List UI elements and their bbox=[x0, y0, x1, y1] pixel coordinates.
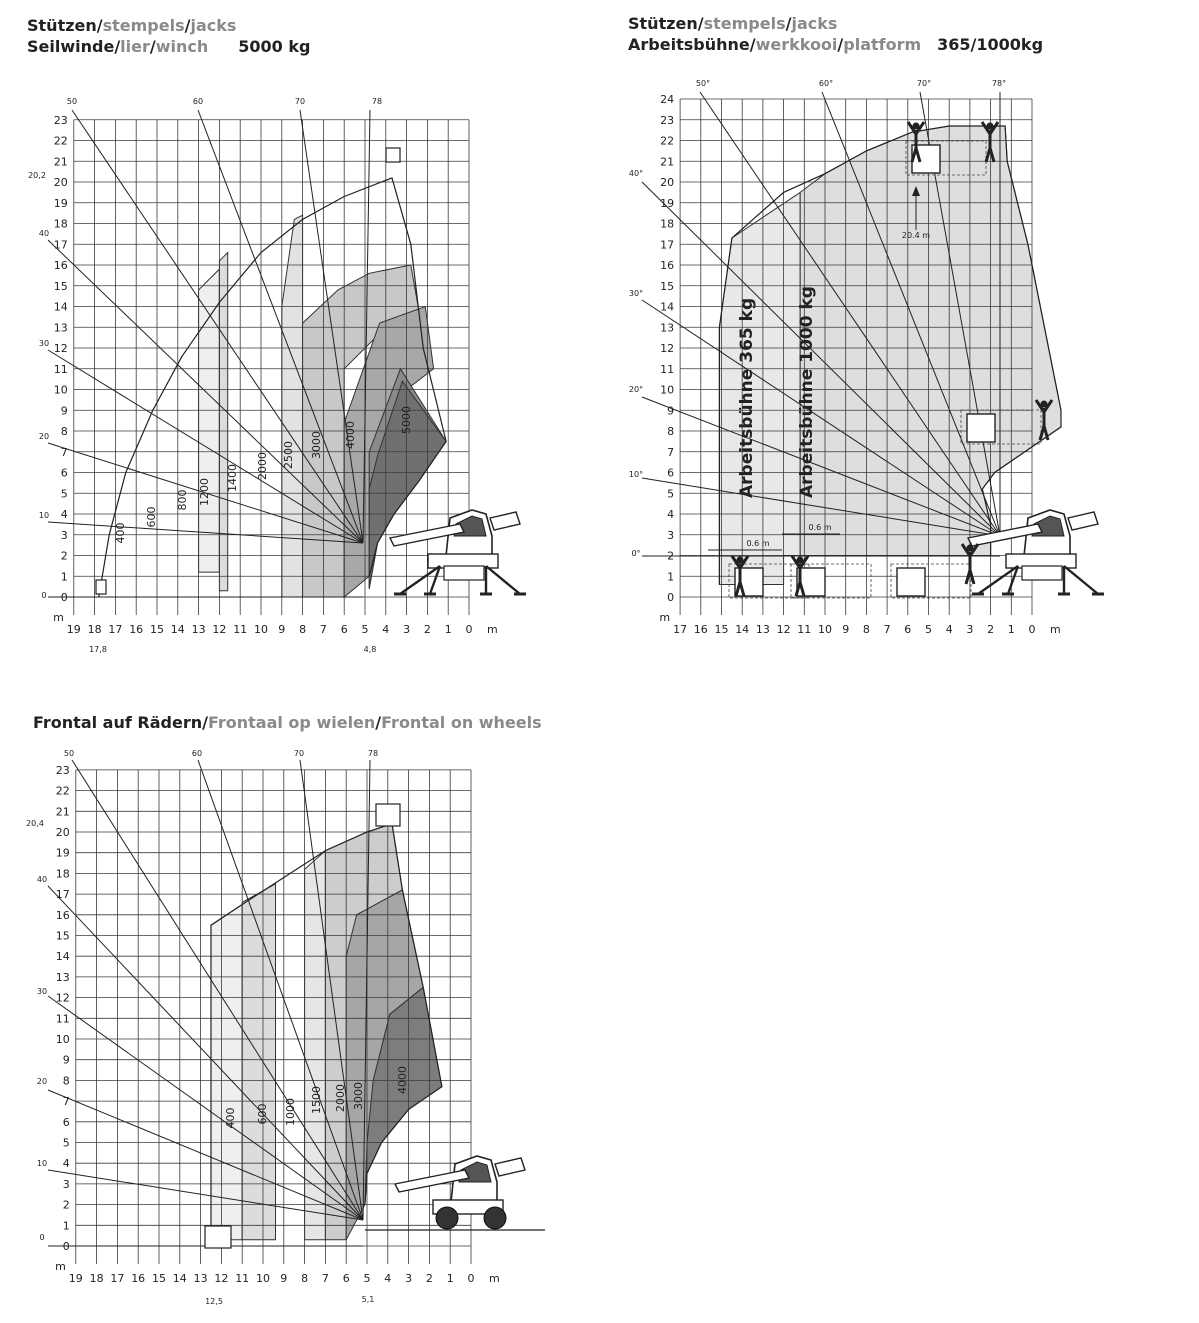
chart1-angle-label: 70 bbox=[294, 97, 306, 106]
chart1-x-tick: 4 bbox=[382, 623, 390, 636]
chart3-y-tick: 23 bbox=[55, 763, 70, 777]
chart2-x-tick: 10 bbox=[818, 623, 832, 636]
chart2-zone-label-365: Arbeitsbühne 365 kg bbox=[737, 297, 757, 498]
chart2-y-tick: 9 bbox=[667, 404, 675, 418]
chart1-y-tick: 18 bbox=[53, 217, 68, 231]
chart1-x-unit: m bbox=[487, 623, 498, 636]
chart1-undercarriage bbox=[444, 566, 484, 580]
chart1-x-tick: 13 bbox=[191, 623, 206, 636]
chart3-reach-label: 12,5 bbox=[205, 1297, 223, 1306]
chart1-x-tick: 0 bbox=[465, 623, 473, 636]
chart3-y-tick: 19 bbox=[55, 846, 70, 860]
chart2-x-tick: 8 bbox=[862, 623, 870, 636]
chart2-platform-icon bbox=[897, 568, 925, 596]
chart3-x-tick: 19 bbox=[68, 1272, 83, 1285]
chart2-x-unit: m bbox=[1050, 623, 1061, 636]
chart1-x-tick: 18 bbox=[87, 623, 102, 636]
chart3-x-tick: 16 bbox=[131, 1272, 146, 1285]
chart2-angle-label: 40° bbox=[628, 169, 644, 178]
chart3-angle-label: 0 bbox=[39, 1233, 45, 1242]
chart2-y-tick: 3 bbox=[667, 528, 675, 542]
chart1-title-line1: Stützen/stempels/jacks bbox=[27, 16, 237, 35]
chart2-y-tick: 11 bbox=[660, 362, 675, 376]
chart3-y-tick: 12 bbox=[55, 991, 70, 1005]
chart2-zone-0 bbox=[719, 192, 800, 584]
chart1-x-tick: 2 bbox=[423, 623, 431, 636]
chart1-reach-label: 17,8 bbox=[89, 645, 107, 654]
chart2-y-tick: 1 bbox=[667, 570, 675, 584]
chart2-angle-label: 10° bbox=[628, 470, 644, 479]
chart1-load-label: 2000 bbox=[256, 452, 269, 480]
chart3-y-tick: 0 bbox=[62, 1240, 70, 1253]
chart2-diagram bbox=[629, 79, 1104, 636]
chart2-y-tick: 15 bbox=[660, 279, 675, 293]
chart2-counterweight bbox=[1068, 512, 1098, 530]
chart2-y-tick: 17 bbox=[660, 238, 675, 252]
chart2-zone-1 bbox=[800, 126, 1061, 556]
chart3-x-tick: 11 bbox=[235, 1272, 250, 1285]
chart3-zone-2 bbox=[305, 851, 326, 1240]
chart2-x-tick: 1 bbox=[1007, 623, 1015, 636]
chart2-y-tick: 12 bbox=[660, 342, 675, 355]
chart2-x-tick: 4 bbox=[945, 623, 953, 636]
chart3-x-tick: 9 bbox=[280, 1272, 288, 1285]
chart1-x-tick: 15 bbox=[150, 623, 164, 636]
chart2-y-tick: 7 bbox=[667, 445, 675, 459]
chart3-zone-1 bbox=[242, 884, 275, 1240]
chart1-counterweight bbox=[490, 512, 520, 530]
chart3-title: Frontal auf Rädern/Frontaal op wielen/Frontal on wheels bbox=[33, 713, 542, 732]
chart2-y-tick: 21 bbox=[660, 155, 675, 169]
chart1-angle-label: 10 bbox=[38, 511, 50, 520]
chart3-x-tick: 17 bbox=[110, 1272, 125, 1285]
chart1-y-tick: 19 bbox=[53, 196, 68, 210]
chart2-x-tick: 15 bbox=[714, 623, 729, 636]
chart2-y-tick: 23 bbox=[660, 113, 675, 127]
chart2-x-tick: 17 bbox=[673, 623, 688, 636]
chart3-x-unit: m bbox=[489, 1272, 500, 1285]
chart1-load-label: 2500 bbox=[282, 441, 295, 469]
chart2-x-tick: 12 bbox=[776, 623, 791, 636]
chart1-x-tick: 8 bbox=[299, 623, 307, 636]
chart2-x-tick: 16 bbox=[693, 623, 708, 636]
chart2-angle-label: 78° bbox=[991, 79, 1007, 88]
chart3-wheel-rear bbox=[484, 1207, 506, 1229]
chart2-y-tick: 24 bbox=[660, 93, 675, 106]
chart3-y-tick: 3 bbox=[62, 1177, 70, 1191]
chart1-reach-label: 4,8 bbox=[363, 645, 377, 654]
chart1-x-tick: 1 bbox=[444, 623, 452, 636]
chart2-y-tick: 18 bbox=[660, 217, 675, 231]
chart1-title-line2: Seilwinde/lier/winch 5000 kg bbox=[27, 37, 311, 56]
chart1-load-label: 1400 bbox=[226, 464, 239, 492]
chart2-y-tick: 13 bbox=[660, 321, 675, 335]
chart1-angle-label: 40 bbox=[38, 229, 50, 238]
chart2-annotation-offset: 0.6 m bbox=[746, 539, 770, 548]
chart2-undercarriage bbox=[1022, 566, 1062, 580]
chart3-zone-0 bbox=[211, 905, 242, 1240]
chart2-y-unit: m bbox=[659, 611, 671, 624]
chart2-angle-label: 70° bbox=[916, 79, 932, 88]
chart1-y-tick: 23 bbox=[53, 113, 68, 127]
chart1-x-tick: 17 bbox=[108, 623, 123, 636]
chart1-y-tick: 22 bbox=[53, 134, 68, 148]
chart2-y-tick: 2 bbox=[667, 549, 675, 563]
chart3-y-tick: 22 bbox=[55, 784, 70, 798]
chart2-y-tick: 20 bbox=[660, 176, 675, 189]
chart1-x-tick: 19 bbox=[66, 623, 81, 636]
chart3-y-tick: 4 bbox=[62, 1157, 70, 1171]
chart1-load-label: 800 bbox=[176, 489, 189, 511]
chart3-x-tick: 13 bbox=[193, 1272, 208, 1285]
chart2-y-tick: 5 bbox=[667, 487, 675, 501]
chart3-load-label: 400 bbox=[224, 1107, 237, 1129]
chart2-annotation-max-height: 20.4 m bbox=[901, 231, 931, 240]
chart2-x-tick: 13 bbox=[755, 623, 770, 636]
chart2-x-tick: 11 bbox=[797, 623, 812, 636]
chart3-load-label: 2000 bbox=[334, 1084, 347, 1112]
chart1-angle-label: 30 bbox=[38, 339, 50, 348]
chart1-angle-label: 50 bbox=[66, 97, 78, 106]
chart2-angle-label: 50° bbox=[695, 79, 711, 88]
chart3-fork-left bbox=[205, 1226, 231, 1248]
chart3-y-tick: 14 bbox=[55, 950, 70, 964]
chart2-y-tick: 19 bbox=[660, 196, 675, 210]
chart3-angle-label: 70 bbox=[293, 749, 305, 758]
chart1-telehandler-icon bbox=[390, 510, 526, 594]
chart1-y-tick: 6 bbox=[60, 466, 68, 480]
chart1-zone-3 bbox=[282, 215, 303, 597]
chart3-x-tick: 4 bbox=[384, 1272, 392, 1285]
chart2-angle-label: 60° bbox=[818, 79, 834, 88]
chart2-y-tick: 8 bbox=[667, 425, 675, 438]
chart2-x-tick: 14 bbox=[735, 623, 750, 636]
chart1-y-unit: m bbox=[53, 611, 64, 624]
chart3-load-label: 1000 bbox=[284, 1098, 297, 1126]
chart3-load-label: 1500 bbox=[310, 1086, 323, 1114]
chart3-wheel-front bbox=[436, 1207, 458, 1229]
chart1-x-tick: 5 bbox=[361, 623, 369, 636]
chart1-x-tick: 16 bbox=[129, 623, 144, 636]
chart3-y-tick: 10 bbox=[55, 1033, 70, 1046]
chart1-y-tick: 21 bbox=[53, 155, 68, 169]
chart3-y-tick: 15 bbox=[55, 929, 70, 943]
chart1-load-label: 1200 bbox=[198, 478, 211, 506]
chart3-angle-label: 20 bbox=[36, 1077, 48, 1086]
chart2-x-tick: 9 bbox=[842, 623, 850, 636]
chart1-y-tick: 13 bbox=[53, 321, 68, 335]
chart2-annotation-offset: 0.6 m bbox=[808, 523, 832, 532]
chart1-x-tick: 14 bbox=[170, 623, 185, 636]
chart1-y-tick: 15 bbox=[53, 279, 68, 293]
chart1-angle-label: 20 bbox=[38, 432, 50, 441]
chart3-y-tick: 17 bbox=[55, 888, 70, 902]
chart2-angle-label: 0° bbox=[631, 549, 641, 558]
chart1-load-label: 5000 bbox=[400, 406, 413, 434]
chart1-hook-top bbox=[386, 148, 400, 162]
chart3-load-label: 600 bbox=[256, 1103, 269, 1125]
chart3-y-tick: 18 bbox=[55, 867, 70, 881]
chart3-reach-label: 20,4 bbox=[26, 819, 44, 828]
chart1-load-label: 400 bbox=[114, 522, 127, 544]
chart1-load-label: 600 bbox=[145, 506, 158, 528]
chart2-x-tick: 7 bbox=[883, 623, 891, 636]
chart3-load-label: 4000 bbox=[396, 1066, 409, 1094]
chart3-y-tick: 2 bbox=[62, 1198, 70, 1212]
chart3-y-tick: 6 bbox=[62, 1115, 70, 1129]
chart3-counterweight bbox=[495, 1158, 525, 1176]
chart3-reach-label: 5,1 bbox=[361, 1295, 375, 1304]
chart3-y-tick: 5 bbox=[62, 1136, 70, 1150]
chart1-y-tick: 4 bbox=[60, 508, 68, 521]
chart1-y-tick: 17 bbox=[53, 238, 68, 252]
chart3-angle-label: 10 bbox=[36, 1159, 48, 1168]
chart3-x-tick: 1 bbox=[446, 1272, 454, 1285]
chart3-fork-top bbox=[376, 804, 400, 826]
chart3-x-tick: 6 bbox=[342, 1272, 350, 1285]
chart1-angle-label: 78 bbox=[371, 97, 383, 106]
chart3-x-tick: 12 bbox=[214, 1272, 229, 1285]
chart3-x-tick: 18 bbox=[89, 1272, 104, 1285]
chart2-y-tick: 10 bbox=[660, 383, 675, 397]
chart1-y-tick: 8 bbox=[60, 425, 68, 438]
chart3-angle-label: 50 bbox=[63, 749, 75, 758]
chart2-title-line1: Stützen/stempels/jacks bbox=[628, 14, 838, 33]
chart1-y-tick: 16 bbox=[53, 259, 68, 272]
chart1-x-tick: 6 bbox=[340, 623, 348, 636]
chart2-y-tick: 14 bbox=[660, 300, 675, 314]
chart1-x-tick: 7 bbox=[319, 623, 327, 636]
chart2-y-tick: 22 bbox=[660, 134, 675, 148]
chart3-load-label: 3000 bbox=[352, 1082, 365, 1110]
chart1-y-tick: 0 bbox=[60, 591, 68, 604]
chart1-reach-label: 20,2 bbox=[28, 171, 46, 180]
chart1-diagram bbox=[28, 97, 526, 654]
chart3-x-tick: 8 bbox=[301, 1272, 309, 1285]
chart2-zone-label-1000: Arbeitsbühne 1000 kg bbox=[797, 286, 817, 498]
chart1-hook-bottom bbox=[96, 580, 106, 594]
chart3-y-tick: 8 bbox=[62, 1074, 70, 1088]
chart2-y-tick: 0 bbox=[667, 591, 675, 604]
chart2-x-tick: 3 bbox=[966, 623, 974, 636]
chart3-x-tick: 0 bbox=[467, 1272, 475, 1285]
chart3-x-tick: 7 bbox=[321, 1272, 329, 1285]
chart3-y-tick: 1 bbox=[62, 1219, 70, 1233]
chart2-y-tick: 16 bbox=[660, 259, 675, 272]
chart3-x-tick: 5 bbox=[363, 1272, 371, 1285]
chart2-angle-label: 20° bbox=[628, 385, 644, 394]
chart3-y-tick: 21 bbox=[55, 805, 70, 819]
chart3-angle-label: 40 bbox=[36, 875, 48, 884]
chart3-angle-label: 60 bbox=[191, 749, 203, 758]
chart1-y-tick: 14 bbox=[53, 300, 68, 314]
chart1-x-tick: 11 bbox=[233, 623, 248, 636]
chart2-x-tick: 0 bbox=[1028, 623, 1036, 636]
chart2-platform-icon bbox=[967, 414, 995, 442]
chart1-x-tick: 10 bbox=[254, 623, 268, 636]
chart3-y-tick: 9 bbox=[62, 1053, 70, 1067]
chart3-x-tick: 2 bbox=[425, 1272, 433, 1285]
chart1-load-label: 4000 bbox=[344, 421, 357, 449]
chart3-angle-label: 30 bbox=[36, 987, 48, 996]
chart3-x-tick: 15 bbox=[152, 1272, 166, 1285]
chart1-zone-2 bbox=[219, 253, 227, 591]
chart3-diagram bbox=[26, 749, 545, 1306]
chart1-angle-label: 0 bbox=[41, 591, 47, 600]
chart3-y-unit: m bbox=[55, 1260, 66, 1273]
chart1-y-tick: 9 bbox=[60, 404, 68, 418]
chart1-angle-label: 60 bbox=[192, 97, 204, 106]
chart1-y-tick: 2 bbox=[60, 549, 68, 563]
chart1-capacity: 5000 kg bbox=[238, 37, 311, 56]
chart2-angle-label: 30° bbox=[628, 289, 644, 298]
chart3-x-tick: 3 bbox=[405, 1272, 413, 1285]
chart1-y-tick: 10 bbox=[53, 383, 68, 397]
chart2-title-line2: Arbeitsbühne/werkkooi/platform 365/1000kg bbox=[628, 35, 1044, 54]
chart3-angle-label: 78 bbox=[367, 749, 379, 758]
chart3-x-tick: 14 bbox=[172, 1272, 187, 1285]
chart2-x-tick: 2 bbox=[987, 623, 995, 636]
chart2-y-tick: 6 bbox=[667, 466, 675, 480]
chart1-y-tick: 1 bbox=[60, 570, 68, 584]
chart1-y-tick: 11 bbox=[53, 362, 68, 376]
chart3-telehandler-icon bbox=[365, 1156, 545, 1230]
chart1-y-tick: 5 bbox=[60, 487, 68, 501]
chart1-y-tick: 12 bbox=[53, 342, 68, 355]
chart3-y-tick: 7 bbox=[62, 1095, 70, 1109]
chart3-y-tick: 11 bbox=[55, 1012, 70, 1026]
chart3-y-tick: 16 bbox=[55, 908, 70, 922]
chart3-x-tick: 10 bbox=[256, 1272, 270, 1285]
chart2-x-tick: 5 bbox=[925, 623, 932, 636]
chart3-y-tick: 20 bbox=[55, 826, 70, 839]
chart1-y-tick: 20 bbox=[53, 176, 68, 189]
chart1-x-tick: 9 bbox=[278, 623, 286, 636]
chart1-y-tick: 3 bbox=[60, 528, 68, 542]
chart1-load-label: 3000 bbox=[310, 431, 323, 459]
chart2-y-tick: 4 bbox=[667, 508, 675, 521]
chart3-y-tick: 13 bbox=[55, 970, 70, 984]
chart2-x-tick: 6 bbox=[904, 623, 912, 636]
chart1-x-tick: 3 bbox=[403, 623, 411, 636]
chart1-y-tick: 7 bbox=[60, 445, 68, 459]
chart1-x-tick: 12 bbox=[212, 623, 227, 636]
chart2-capacity: 365/1000kg bbox=[937, 35, 1044, 54]
